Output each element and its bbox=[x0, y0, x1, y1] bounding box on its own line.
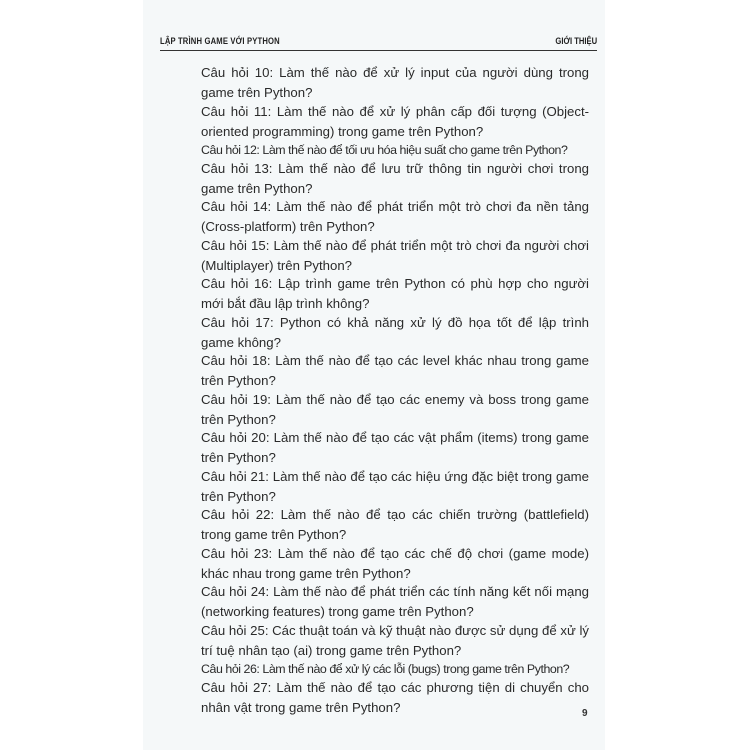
question-item: Câu hỏi 23: Làm thế nào để tạo các chế độ chơi (game mode) khác nhau trong game trên Python? bbox=[201, 545, 589, 581]
question-list bbox=[201, 63, 589, 716]
running-header bbox=[160, 36, 597, 51]
question-item: Câu hỏi 14: Làm thế nào để phát triển một trò chơi đa nền tảng (Cross-platform) trên Python? bbox=[201, 199, 589, 234]
question-item: Câu hỏi 11: Làm thế nào để xử lý phân cấp đối tượng (Object-oriented programming) trong game trên Python? bbox=[201, 103, 589, 139]
question-item: Câu hỏi 17: Python có khả năng xử lý đồ họa tốt để lập trình game không? bbox=[201, 314, 589, 350]
question-item: Câu hỏi 19: Làm thế nào để tạo các enemy và boss trong game trên Python? bbox=[201, 391, 589, 427]
question-item: Câu hỏi 13: Làm thế nào để lưu trữ thông tin người chơi trong game trên Python? bbox=[201, 160, 589, 196]
section-title: GIỚI THIỆU bbox=[555, 36, 597, 46]
question-item: Câu hỏi 25: Các thuật toán và kỹ thuật nào được sử dụng để xử lý trí tuệ nhân tạo (ai) trong game trên Python? bbox=[201, 622, 589, 658]
question-item: Câu hỏi 15: Làm thế nào để phát triển một trò chơi đa người chơi (Multiplayer) trên Python? bbox=[201, 237, 589, 273]
question-item: Câu hỏi 26: Làm thế nào để xử lý các lỗi (bugs) trong game trên Python? bbox=[201, 662, 570, 676]
question-item: Câu hỏi 27: Làm thế nào để tạo các phương tiện di chuyển cho nhân vật trong game trên Python? bbox=[201, 679, 589, 715]
question-item: Câu hỏi 24: Làm thế nào để phát triển các tính năng kết nối mạng (networking features) trong game trên Python? bbox=[201, 584, 589, 619]
question-item: Câu hỏi 12: Làm thế nào để tối ưu hóa hiệu suất cho game trên Python? bbox=[201, 143, 568, 157]
question-item: Câu hỏi 16: Lập trình game trên Python có phù hợp cho người mới bắt đầu lập trình không? bbox=[201, 276, 589, 311]
book-title: LẬP TRÌNH GAME VỚI PYTHON bbox=[160, 36, 280, 46]
question-item: Câu hỏi 21: Làm thế nào để tạo các hiệu ứng đặc biệt trong game trên Python? bbox=[201, 468, 589, 504]
question-item: Câu hỏi 18: Làm thế nào để tạo các level khác nhau trong game trên Python? bbox=[201, 353, 589, 388]
page-number: 9 bbox=[582, 708, 588, 719]
question-item: Câu hỏi 10: Làm thế nào để xử lý input của người dùng trong game trên Python? bbox=[201, 65, 589, 100]
question-item: Câu hỏi 22: Làm thế nào để tạo các chiến trường (battlefield) trong game trên Python? bbox=[201, 507, 589, 542]
question-item: Câu hỏi 20: Làm thế nào để tạo các vật phẩm (items) trong game trên Python? bbox=[201, 430, 589, 465]
